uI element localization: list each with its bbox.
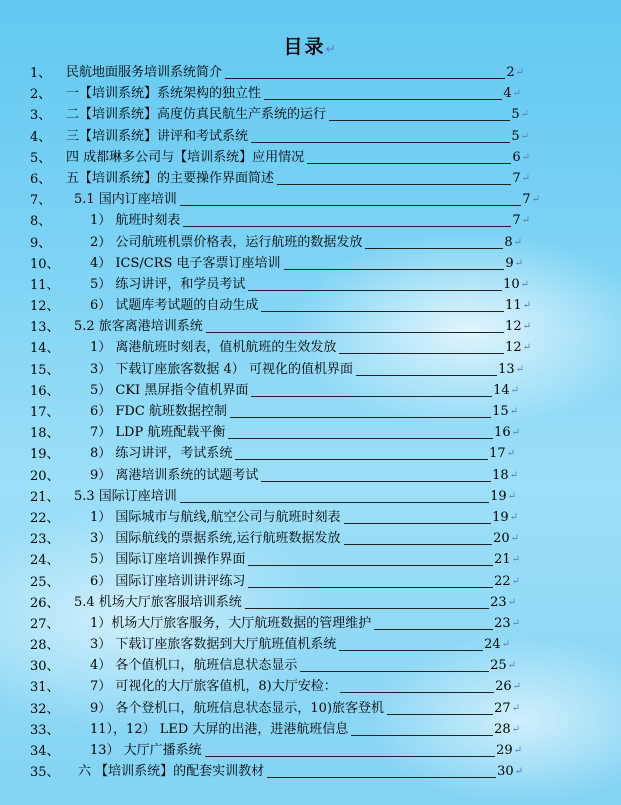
toc-entry[interactable] [0,338,621,359]
toc-entry-page: 30 [497,764,514,780]
toc-entry-page: 27 [494,700,511,716]
toc-entry-text: 2） 公司航班机票价格表，运行航班的数据发放 [90,234,363,250]
toc-entry-page: 15 [492,404,509,419]
toc-entry-number: 3、 [30,108,52,124]
toc-entry-number: 20、 [30,468,60,484]
paragraph-mark-icon: ↵ [521,215,530,227]
toc-entry-number: 27、 [30,616,60,632]
paragraph-mark-icon: ↵ [511,427,520,439]
toc-entry-text: 4） 各个值机口，航班信息状态显示 [90,658,298,674]
paragraph-mark-icon: ↵ [509,406,518,417]
toc-entry[interactable] [0,635,621,656]
toc-entry-number: 28、 [30,638,60,654]
paragraph-mark-icon: ↵ [513,745,522,756]
toc-entry-number: 21、 [30,489,60,505]
toc-entry-page: 7 [512,170,521,186]
toc-entry[interactable] [0,699,621,720]
toc-leader-line [251,395,492,397]
toc-entry-text: 13） 大厅广播系统 [90,743,202,758]
toc-entry-number: 31、 [30,680,60,696]
toc-leader-line [261,310,504,312]
toc-entry-number: 34、 [30,744,60,759]
toc-entry-text: 11），12） LED 大屏的出港，进港航班信息 [90,721,349,737]
toc-leader-line [180,501,489,503]
paragraph-mark-icon: ↵ [511,702,520,714]
paragraph-mark-icon: ↵ [507,490,516,502]
toc-entry-page: 25 [490,658,507,674]
paragraph-mark-icon: ↵ [512,681,521,693]
toc-entry-page: 17 [489,446,506,462]
toc-entry-page: 5 [511,128,520,144]
toc-entry-text: 5.1 国内订座培训 [74,192,177,208]
toc-entry-page: 24 [484,637,501,653]
toc-entry[interactable] [0,296,621,317]
toc-leader-line [248,289,502,291]
toc-leader-line [300,670,489,672]
paragraph-mark-icon: ↵ [515,67,524,78]
toc-entry-number: 33、 [30,722,60,738]
toc-leader-line [248,564,493,566]
toc-leader-line [339,352,504,354]
toc-entry[interactable] [0,127,621,148]
toc-entry-text: 3） 下载订座旅客数据到大厅航班值机系统 [90,637,337,653]
toc-entry-number: 7、 [30,193,52,209]
toc-entry-number: 30、 [30,659,60,675]
toc-entry-text: 二【培训系统】高度仿真民航生产系统的运行 [66,107,327,123]
toc-entry-text: 3） 下载订座旅客数据 4） 可视化的值机界面 [90,361,353,377]
toc-entry-number: 8、 [30,214,52,230]
toc-entry-page: 19 [490,488,507,504]
paragraph-mark-icon: ↵ [520,109,529,121]
toc-entry-number: 18、 [30,426,60,442]
toc-entry[interactable] [0,233,621,254]
paragraph-mark-icon: ↵ [510,384,519,396]
toc-entry-text: 9） 离港培训系统的试题考试 [90,467,259,483]
toc-entry-page: 14 [493,382,510,398]
paragraph-mark-icon: ↵ [501,639,510,651]
toc-entry[interactable] [0,656,621,677]
toc-entry-page: 5 [511,107,520,123]
toc-entry-text: 1） 离港航班时刻表，值机航班的生效发放 [90,340,337,356]
toc-entry-number: 12、 [30,299,60,315]
toc-leader-line [339,649,483,651]
toc-leader-line [248,586,493,588]
toc-leader-line [365,247,503,249]
toc-entry[interactable] [0,148,621,169]
toc-entry-page: 12 [505,319,522,335]
toc-entry-number: 24、 [30,553,60,569]
toc-entry-text: 5.3 国际订座培训 [74,488,177,504]
toc-entry-number: 11、 [30,277,60,293]
paragraph-mark-icon: ↵ [511,554,520,566]
toc-entry-page: 18 [492,467,509,483]
paragraph-mark-icon: ↵ [507,660,516,672]
paragraph-mark-icon: ↵ [514,257,523,269]
toc-entry-number: 9、 [30,235,52,251]
toc-leader-line [277,183,511,185]
paragraph-mark-icon: ↵ [507,596,516,608]
toc-leader-line [344,522,492,524]
toc-entry-text: 3） 国际航线的票据系统,运行航班数据发放 [90,531,341,547]
toc-entry-page: 23 [494,615,511,631]
paragraph-mark-icon: ↵ [325,42,338,56]
toc-entry[interactable] [0,466,621,487]
toc-leader-line [264,98,502,100]
toc-leader-line [307,162,511,164]
toc-entry-number: 1、 [30,66,52,81]
toc-leader-line [351,734,493,736]
paragraph-mark-icon: ↵ [515,363,524,375]
toc-entry-number: 32、 [30,701,60,717]
toc-entry[interactable] [0,84,621,105]
toc-leader-line [235,458,488,460]
toc-entry-number: 6、 [30,171,52,187]
toc-entry-page: 29 [496,743,513,758]
toc-entry-page: 10 [503,276,520,292]
toc-entry-text: 一【培训系统】系统架构的独立性 [66,86,262,102]
toc-entry[interactable] [0,550,621,571]
paragraph-mark-icon: ↵ [513,236,522,248]
paragraph-mark-icon: ↵ [531,194,540,206]
toc-entry-page: 9 [505,255,514,271]
toc-entry[interactable] [0,105,621,126]
toc-entry-number: 17、 [30,405,60,420]
toc-entry-page: 7 [512,213,521,229]
toc-entry-text: 6） 试题库考试题的自动生成 [90,298,259,314]
toc-entry-number: 15、 [30,362,60,378]
paragraph-mark-icon: ↵ [521,172,530,184]
toc-entry[interactable] [0,741,621,762]
toc-entry[interactable] [0,254,621,275]
toc-entry[interactable] [0,169,621,190]
toc-entry[interactable] [0,402,621,423]
paragraph-mark-icon: ↵ [520,278,529,290]
toc-entry[interactable] [0,381,621,402]
toc-leader-line [230,416,491,418]
toc-leader-line [206,331,504,333]
toc-entry-page: 22 [494,573,511,589]
toc-entry-text: 5） CKI 黑屏指令值机界面 [90,382,249,398]
toc-entry-text: 1） 航班时刻表 [90,213,181,229]
toc-entry-number: 10、 [30,256,60,272]
toc-entry-text: 6） 国际订座培训讲评练习 [90,573,246,589]
toc-entry-number: 35、 [30,765,60,781]
toc-leader-line [267,776,496,778]
toc-entry[interactable] [0,63,621,84]
toc-leader-line [374,628,493,630]
toc-entry-text: 5.4 机场大厅旅客服培训系统 [74,594,242,610]
paragraph-mark-icon: ↵ [511,723,520,735]
paragraph-mark-icon: ↵ [520,130,529,142]
toc-entry[interactable] [0,275,621,296]
toc-entry[interactable] [0,317,621,338]
toc-entry-text: 6） FDC 航班数据控制 [90,404,227,419]
toc-entry-text: 7） 可视化的大厅旅客值机，8)大厅安检： [90,679,337,695]
toc-entry-text: 民航地面服务培训系统简介 [66,65,223,80]
toc-entry[interactable] [0,444,621,465]
toc-entry-number: 22、 [30,510,60,526]
toc-entry-number: 4、 [30,129,52,145]
toc-entry-text: 5） 练习讲评，和学员考试 [90,276,246,292]
toc-entry-text: 六 【培训系统】的配套实训教材 [78,764,265,780]
toc-leader-line [245,607,489,609]
toc-entry[interactable] [0,762,621,783]
paragraph-mark-icon: ↵ [506,448,515,460]
toc-leader-line [387,713,493,715]
toc-leader-line [284,268,505,270]
toc-entry[interactable] [0,614,621,635]
toc-entry-text: 四 成都琳多公司与【培训系统】应用情况 [66,149,305,165]
paragraph-mark-icon: ↵ [510,533,519,545]
toc-entry-page: 13 [498,361,515,377]
paragraph-mark-icon: ↵ [509,469,518,481]
table-of-contents [0,63,621,783]
toc-leader-line [356,374,497,376]
toc-entry[interactable] [0,190,621,211]
paragraph-mark-icon: ↵ [522,300,531,312]
toc-entry-page: 2 [506,65,515,80]
toc-leader-line [183,225,511,227]
toc-entry-number: 23、 [30,532,60,548]
toc-entry-number: 13、 [30,320,60,336]
toc-leader-line [180,204,522,206]
toc-entry-page: 26 [495,679,512,695]
toc-entry-number: 19、 [30,447,60,463]
toc-entry-number: 2、 [30,87,52,103]
toc-entry-text: 8） 练习讲评，考试系统 [90,446,233,462]
toc-entry-text: 三【培训系统】讲评和考试系统 [66,128,249,144]
paragraph-mark-icon: ↵ [522,321,531,333]
toc-entry-page: 12 [505,340,522,356]
toc-leader-line [261,480,491,482]
paragraph-mark-icon: ↵ [511,617,520,629]
toc-leader-line [228,437,493,439]
toc-entry-text: 5.2 旅客离港培训系统 [74,319,203,335]
toc-entry-text: 9） 各个登机口，航班信息状态显示，10)旅客登机 [90,700,385,716]
toc-entry-text: 5） 国际订座培训操作界面 [90,552,246,568]
toc-entry-page: 7 [522,192,531,208]
toc-entry[interactable] [0,720,621,741]
toc-leader-line [225,77,505,79]
toc-entry-text: 7） LDP 航班配载平衡 [90,425,226,441]
toc-entry[interactable] [0,360,621,381]
toc-entry[interactable] [0,572,621,593]
toc-leader-line [251,141,510,143]
toc-title-text: 目录 [283,36,326,58]
toc-leader-line [340,691,494,693]
paragraph-mark-icon: ↵ [509,511,518,523]
toc-entry-page: 16 [494,425,511,441]
toc-entry-page: 20 [493,531,510,547]
toc-entry-text: 五【培训系统】的主要操作界面简述 [66,170,275,186]
toc-entry[interactable] [0,529,621,550]
toc-entry-text: 1）机场大厅旅客服务，大厅航班数据的管理维护 [90,615,372,631]
toc-entry-page: 28 [494,721,511,737]
toc-entry-page: 21 [494,552,511,568]
paragraph-mark-icon: ↵ [522,342,531,354]
toc-leader-line [205,755,495,757]
toc-entry[interactable] [0,211,621,232]
toc-entry-number: 5、 [30,150,52,166]
toc-entry-number: 16、 [30,383,60,399]
paragraph-mark-icon: ↵ [511,575,520,587]
paragraph-mark-icon: ↵ [514,766,523,778]
toc-leader-line [344,543,493,545]
toc-entry-page: 23 [490,594,507,610]
toc-leader-line [329,119,510,121]
toc-entry[interactable] [0,487,621,508]
toc-entry-page: 4 [503,86,512,102]
toc-entry-number: 26、 [30,595,60,611]
toc-entry-text: 4） ICS/CRS 电子客票订座培训 [90,255,281,271]
toc-entry[interactable] [0,423,621,444]
paragraph-mark-icon: ↵ [521,151,530,163]
toc-entry[interactable] [0,677,621,698]
toc-entry-page: 6 [512,149,521,165]
toc-entry-number: 25、 [30,574,60,590]
toc-entry-page: 11 [505,298,522,314]
toc-entry-page: 19 [492,509,509,525]
toc-entry[interactable] [0,508,621,529]
toc-entry[interactable] [0,593,621,614]
paragraph-mark-icon: ↵ [512,88,521,100]
toc-title [0,32,621,59]
toc-entry-number: 14、 [30,341,60,357]
toc-entry-page: 8 [504,234,513,250]
toc-entry-text: 1） 国际城市与航线,航空公司与航班时刻表 [90,509,341,525]
